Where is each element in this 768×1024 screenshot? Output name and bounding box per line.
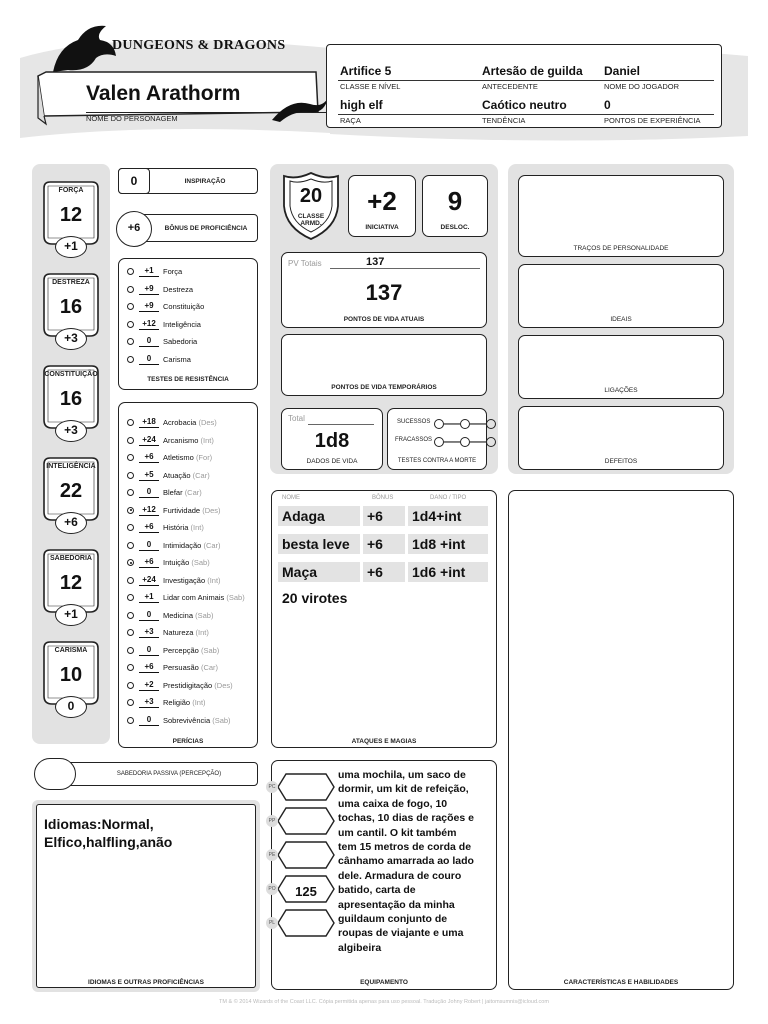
skill-ability: (Int) xyxy=(207,575,221,585)
experience-label: PONTOS DE EXPERIÊNCIA xyxy=(604,116,701,125)
skill-name: Intimidação xyxy=(163,540,202,550)
ability-modifier[interactable]: +1 xyxy=(55,604,87,626)
skill-label xyxy=(163,417,217,428)
skill-row[interactable] xyxy=(127,662,255,674)
proficiency-circle-icon[interactable] xyxy=(127,542,134,549)
race-label: RAÇA xyxy=(340,116,361,125)
attack-damage-header: DANO / TIPO xyxy=(430,495,467,501)
footer-text: TM & © 2014 Wizards of the Coast LLC. Cópia permitida apenas para uso pessoal. Tradução Johny Robert | jaitomsumnis@icloud.com xyxy=(219,999,549,1005)
attack-bonus[interactable]: +6 xyxy=(363,506,405,526)
ability-name: CONSTITUIÇÃO xyxy=(44,371,98,378)
skill-value: +3 xyxy=(139,627,159,638)
proficiency-circle-icon[interactable] xyxy=(127,268,134,275)
player-name[interactable]: Daniel xyxy=(604,64,641,78)
coin-frame[interactable] xyxy=(276,806,336,836)
skill-row[interactable] xyxy=(127,645,255,657)
hit-dice-value[interactable]: 1d8 xyxy=(314,430,350,452)
skill-row[interactable] xyxy=(127,452,255,464)
ability-score[interactable]: 22 xyxy=(59,480,83,502)
skill-label xyxy=(163,610,213,621)
death-fail-2[interactable] xyxy=(460,437,470,447)
skill-ability: (Sab) xyxy=(200,645,220,655)
skill-value: +3 xyxy=(139,697,159,708)
saving-throw-name: Carisma xyxy=(163,354,191,364)
proficiency-circle-icon[interactable] xyxy=(127,664,134,671)
proficiency-circle-icon[interactable] xyxy=(127,629,134,636)
attack-name[interactable]: Adaga xyxy=(278,506,360,526)
skill-name: Intuição xyxy=(163,558,190,567)
gold-value[interactable]: 125 xyxy=(295,884,317,899)
saving-throw-row[interactable] xyxy=(127,301,252,313)
saving-throw-value: +9 xyxy=(139,301,159,312)
proficiency-circle-icon[interactable] xyxy=(127,454,134,461)
skill-name: Atletismo xyxy=(163,453,194,462)
death-saves-label: TESTES CONTRA A MORTE xyxy=(397,458,477,464)
ability-score[interactable]: 10 xyxy=(59,664,83,686)
attacks-label: ATAQUES E MAGIAS xyxy=(351,738,417,745)
attack-bonus[interactable]: +6 xyxy=(363,562,405,582)
skill-label xyxy=(163,697,206,708)
skill-row[interactable] xyxy=(127,505,255,517)
proficiency-circle-icon[interactable] xyxy=(127,577,134,584)
saving-throw-value: +1 xyxy=(139,266,159,277)
proficiency-circle-icon[interactable] xyxy=(127,524,134,531)
death-success-2[interactable] xyxy=(460,419,470,429)
speed-value[interactable]: 9 xyxy=(447,186,463,216)
skill-label xyxy=(163,557,210,568)
initiative-value[interactable]: +2 xyxy=(367,186,397,216)
skill-value: +24 xyxy=(139,575,159,586)
ability-name: FORÇA xyxy=(58,187,84,194)
skill-value: +6 xyxy=(139,522,159,533)
skill-value: +6 xyxy=(139,452,159,463)
proficiency-value[interactable]: +6 xyxy=(116,211,152,247)
skill-value: 0 xyxy=(139,715,159,726)
skill-row[interactable] xyxy=(127,697,255,709)
proficiency-circle-icon[interactable] xyxy=(127,507,134,514)
inspiration-label: INSPIRAÇÃO xyxy=(184,178,226,185)
saving-throw-name: Inteligência xyxy=(163,319,201,329)
skill-value: +2 xyxy=(139,680,159,691)
skill-row[interactable] xyxy=(127,487,255,499)
saving-throw-value: +9 xyxy=(139,284,159,295)
current-hp-value[interactable]: 137 xyxy=(365,280,403,305)
proficiency-circle-icon[interactable] xyxy=(127,437,134,444)
skill-ability: (Int) xyxy=(190,523,204,532)
attack-damage[interactable]: 1d4+int xyxy=(408,506,488,526)
max-hp-value[interactable]: 137 xyxy=(366,256,385,268)
background-label: ANTECEDENTE xyxy=(482,82,538,91)
skill-label xyxy=(163,575,221,586)
skill-ability: (Int) xyxy=(195,628,209,637)
proficiency-circle-icon[interactable] xyxy=(127,286,134,293)
death-success-3[interactable] xyxy=(486,419,496,429)
skill-name: Natureza xyxy=(163,628,194,637)
skill-label xyxy=(163,470,210,481)
death-fail-label: FRACASSOS xyxy=(395,437,433,443)
death-fail-circles: — — xyxy=(434,433,496,451)
skill-ability: (Int) xyxy=(192,698,206,707)
ability-name: SABEDORIA xyxy=(49,555,92,562)
proficiency-circle-icon[interactable] xyxy=(127,472,134,479)
skill-row[interactable] xyxy=(127,592,255,604)
death-success-label: SUCESSOS xyxy=(397,419,431,425)
skill-row[interactable] xyxy=(127,575,255,587)
skill-label xyxy=(163,540,221,551)
skill-ability: (For) xyxy=(195,453,213,462)
death-fail-1[interactable] xyxy=(434,437,444,447)
ability-modifier[interactable]: +6 xyxy=(55,512,87,534)
skill-label xyxy=(163,592,245,603)
skill-value: 0 xyxy=(139,540,159,551)
saving-throw-row[interactable] xyxy=(127,336,252,348)
languages-text[interactable]: Idiomas:Normal, Elfico,halfling,anão xyxy=(44,816,173,850)
experience-points[interactable]: 0 xyxy=(604,98,611,112)
skill-value: +1 xyxy=(139,592,159,603)
ability-name: DESTREZA xyxy=(52,279,90,286)
ability-modifier[interactable]: +3 xyxy=(55,420,87,442)
alignment[interactable]: Caótico neutro xyxy=(482,98,567,112)
temp-hp-label: PONTOS DE VIDA TEMPORÁRIOS xyxy=(331,384,437,391)
skill-value: 0 xyxy=(139,645,159,656)
race[interactable]: high elf xyxy=(340,98,383,112)
skill-label xyxy=(163,715,231,726)
character-name-label: NOME DO PERSONAGEM xyxy=(86,114,178,123)
proficiency-circle-icon[interactable] xyxy=(127,303,134,310)
ability-name: CARISMA xyxy=(54,647,88,654)
skill-label xyxy=(163,505,221,516)
proficiency-circle-icon[interactable] xyxy=(127,321,134,328)
skill-name: Prestidigitação xyxy=(163,680,213,690)
ability-score[interactable]: 16 xyxy=(59,296,83,318)
saving-throw-value: 0 xyxy=(139,354,159,365)
skill-name: Acrobacia xyxy=(163,418,197,427)
skill-name: Percepção xyxy=(163,645,199,655)
coin-label: PC xyxy=(266,781,278,793)
skill-ability: (Des) xyxy=(214,680,233,690)
inspiration-value[interactable]: 0 xyxy=(118,168,150,194)
ability-modifier[interactable]: +3 xyxy=(55,328,87,350)
skill-name: Investigação xyxy=(163,575,206,585)
skill-label xyxy=(163,487,202,498)
attack-name-header: NOME xyxy=(282,495,300,501)
proficiency-circle-icon[interactable] xyxy=(127,489,134,496)
ideals-label: IDEAIS xyxy=(610,316,632,323)
skill-ability: (Sab) xyxy=(226,593,245,602)
equipment-text[interactable]: uma mochila, um saco de dormir, um kit de refeição, uma caixa de fogo, 10 tochas, 10 dias de rações e um cantil. O kit também tem 15 metros de corda de cânhamo amarrada ao lado dele. Armadura de couro batido, carta de apresentação da minha guildaum conjunto de roupas de viajante e uma algibeira xyxy=(338,769,474,954)
skill-name: História xyxy=(163,523,189,532)
skill-name: Sobrevivência xyxy=(163,715,211,725)
player-name-label: NOME DO JOGADOR xyxy=(604,82,680,91)
skill-label xyxy=(163,435,214,446)
proficiency-circle-icon[interactable] xyxy=(127,559,134,566)
skill-name: Religião xyxy=(163,698,191,707)
skill-value: +6 xyxy=(139,662,159,673)
attack-damage[interactable]: 1d6 +int xyxy=(408,562,488,582)
languages-label: IDIOMAS E OUTRAS PROFICIÊNCIAS xyxy=(88,979,204,986)
skill-row[interactable] xyxy=(127,435,255,447)
attack-name[interactable]: besta leve xyxy=(278,534,360,554)
logo-text: DUNGEONS & DRAGONS xyxy=(112,38,286,53)
saving-throw-row[interactable] xyxy=(127,266,252,278)
death-fail-3[interactable] xyxy=(486,437,496,447)
proficiency-circle-icon[interactable] xyxy=(127,594,134,601)
saving-throws-label: TESTES DE RESISTÊNCIA xyxy=(147,376,229,383)
skill-ability: (Des) xyxy=(198,418,217,427)
coin-label: PL xyxy=(266,917,278,929)
passive-perception-label: SABEDORIA PASSIVA (PERCEPÇÃO) xyxy=(116,771,222,777)
alignment-label: TENDÊNCIA xyxy=(482,116,526,125)
skill-name: Blefar xyxy=(163,488,183,497)
skill-label xyxy=(163,662,218,673)
ability-score[interactable]: 16 xyxy=(59,388,83,410)
skill-value: +12 xyxy=(139,505,159,516)
skills-label: PERÍCIAS xyxy=(172,738,204,745)
equipment-label: EQUIPAMENTO xyxy=(360,979,408,986)
skill-ability: (Car) xyxy=(184,488,202,497)
ability-score[interactable]: 12 xyxy=(59,572,83,594)
ability-modifier[interactable]: 0 xyxy=(55,696,87,718)
skill-name: Arcanismo xyxy=(163,435,199,445)
saving-throw-row[interactable] xyxy=(127,354,252,366)
attack-bonus[interactable]: +6 xyxy=(363,534,405,554)
skill-row[interactable] xyxy=(127,557,255,569)
skill-ability: (Sab) xyxy=(212,715,231,725)
saving-throw-name: Constituição xyxy=(163,302,205,311)
skill-ability: (Sab) xyxy=(195,610,214,620)
skill-label xyxy=(163,645,219,656)
speed-label: DESLOC. xyxy=(440,224,470,231)
skill-label xyxy=(163,522,204,533)
attack-name[interactable]: Maça xyxy=(278,562,360,582)
proficiency-circle-icon[interactable] xyxy=(127,682,134,689)
initiative-label: INICIATIVA xyxy=(365,224,399,231)
coin-frame[interactable] xyxy=(276,772,336,802)
ability-modifier[interactable]: +1 xyxy=(55,236,87,258)
death-success-1[interactable] xyxy=(434,419,444,429)
proficiency-circle-icon[interactable] xyxy=(127,612,134,619)
skill-row[interactable] xyxy=(127,610,255,622)
skill-value: 0 xyxy=(139,487,159,498)
skill-value: 0 xyxy=(139,610,159,621)
proficiency-circle-icon[interactable] xyxy=(127,647,134,654)
proficiency-circle-icon[interactable] xyxy=(127,338,134,345)
class-level-label: CLASSE E NÍVEL xyxy=(340,82,401,91)
proficiency-label: BÔNUS DE PROFICIÊNCIA xyxy=(164,225,248,232)
skill-value: +6 xyxy=(139,557,159,568)
coin-frame[interactable] xyxy=(276,840,336,870)
passive-perception-value[interactable] xyxy=(34,758,76,790)
hit-dice-label: DADOS DE VIDA xyxy=(306,458,358,465)
saving-throw-name: Destreza xyxy=(163,284,194,294)
proficiency-circle-icon[interactable] xyxy=(127,356,134,363)
skill-row[interactable] xyxy=(127,715,255,727)
skill-ability: (Car) xyxy=(200,663,219,672)
skill-ability: (Car) xyxy=(203,540,221,550)
skill-row[interactable] xyxy=(127,522,255,534)
skill-name: Furtividade xyxy=(163,505,201,515)
skill-row[interactable] xyxy=(127,627,255,639)
flaws-label: DEFEITOS xyxy=(604,458,638,465)
skill-name: Medicina xyxy=(163,610,194,620)
hit-dice-total-label: Total xyxy=(288,414,305,423)
saving-throw-value: 0 xyxy=(139,336,159,347)
max-hp-label: PV Totais xyxy=(288,259,322,268)
ability-name: INTELIGÊNCIA xyxy=(46,463,96,470)
saving-throw-name: Sabedoria xyxy=(163,337,198,346)
skill-name: Persuasão xyxy=(163,663,199,672)
saving-throw-row[interactable] xyxy=(127,319,252,331)
background[interactable]: Artesão de guilda xyxy=(482,64,583,78)
skill-label xyxy=(163,452,212,463)
skill-name: Lidar com Animais xyxy=(163,593,225,602)
skill-row[interactable] xyxy=(127,417,255,429)
coin-label: PO xyxy=(266,883,278,895)
skill-value: +18 xyxy=(139,417,159,428)
skill-ability: (Des) xyxy=(202,505,221,515)
saving-throw-row[interactable] xyxy=(127,284,252,296)
ability-score[interactable]: 12 xyxy=(59,204,83,226)
skill-value: +24 xyxy=(139,435,159,446)
skill-row[interactable] xyxy=(127,680,255,692)
proficiency-circle-icon[interactable] xyxy=(127,699,134,706)
coin-label: PP xyxy=(266,815,278,827)
character-name[interactable]: Valen Arathorm xyxy=(86,82,241,105)
coin-frame[interactable] xyxy=(276,908,336,938)
skill-row[interactable] xyxy=(127,540,255,552)
skill-value: +5 xyxy=(139,470,159,481)
proficiency-circle-icon[interactable] xyxy=(127,419,134,426)
features-label: CARACTERÍSTICAS E HABILIDADES xyxy=(563,979,679,986)
bonds-label: LIGAÇÕES xyxy=(604,387,638,394)
armor-class-value[interactable]: 20 xyxy=(299,185,323,207)
skill-label xyxy=(163,627,209,638)
skill-name: Atuação xyxy=(163,470,191,480)
current-hp-label: PONTOS DE VIDA ATUAIS xyxy=(343,316,425,323)
saving-throw-value: +12 xyxy=(139,319,159,330)
armor-class-label: CLASSE ARMD. xyxy=(297,213,325,227)
skill-row[interactable] xyxy=(127,470,255,482)
attack-bonus-header: BÔNUS xyxy=(372,495,394,501)
death-success-circles: — — xyxy=(434,415,496,433)
skill-label xyxy=(163,680,233,691)
saving-throw-name: Força xyxy=(163,267,183,276)
traits-label: TRAÇOS DE PERSONALIDADE xyxy=(573,245,669,252)
skill-ability: (Car) xyxy=(192,470,210,480)
attacks-box xyxy=(271,490,497,748)
coin-label: PE xyxy=(266,849,278,861)
features-box[interactable] xyxy=(508,490,734,990)
proficiency-circle-icon[interactable] xyxy=(127,717,134,724)
skill-ability: (Int) xyxy=(200,435,214,445)
skill-ability: (Sab) xyxy=(191,558,210,567)
attack-damage[interactable]: 1d8 +int xyxy=(408,534,488,554)
class-level[interactable]: Artifice 5 xyxy=(340,64,392,78)
attack-extra[interactable]: 20 virotes xyxy=(282,590,348,606)
dragon-tail-icon xyxy=(270,94,330,124)
